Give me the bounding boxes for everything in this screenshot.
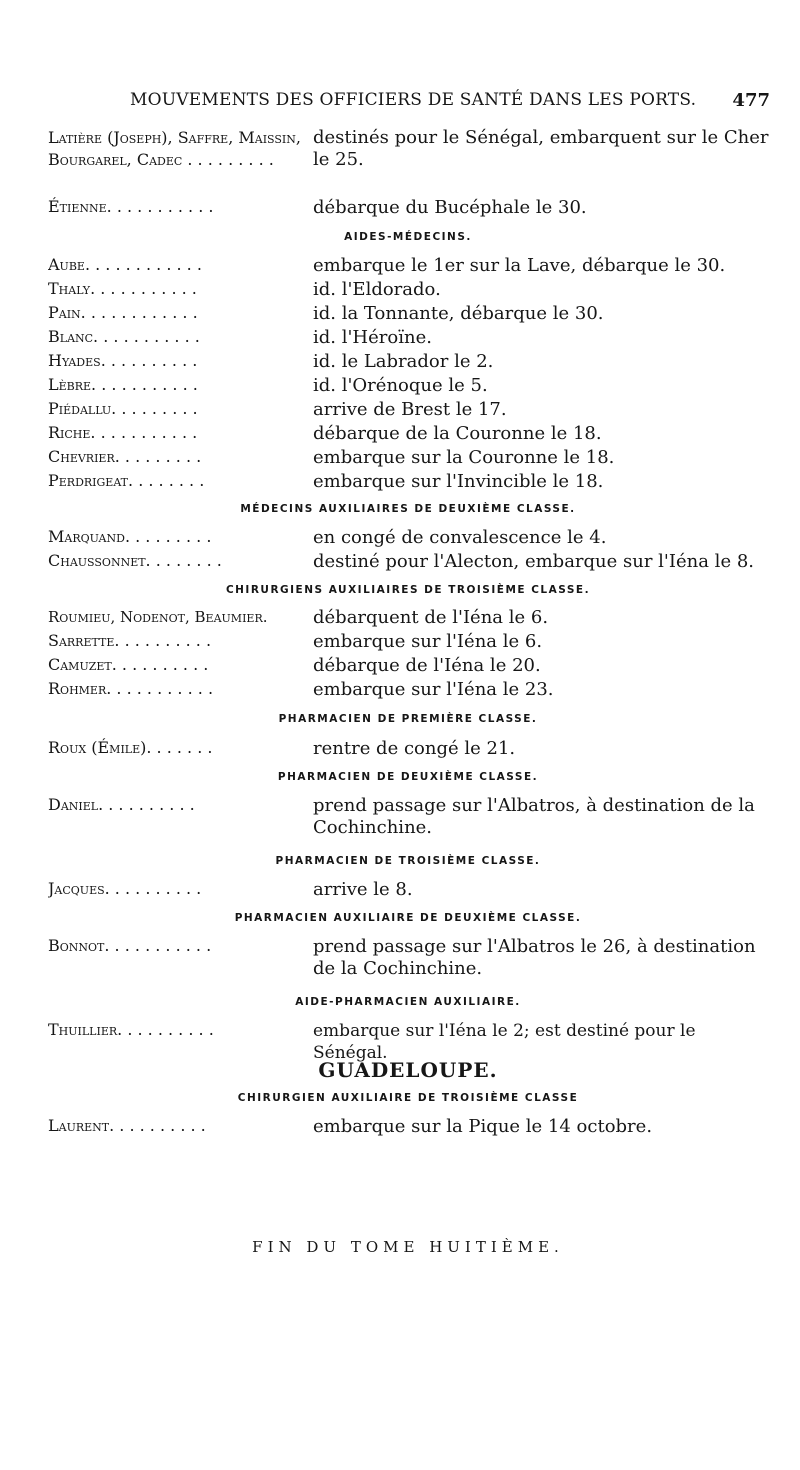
entry-text: destinés pour le Sénégal, embarquent sur le Cher le 25. <box>313 127 769 170</box>
entry-text: prend passage sur l'Albatros le 26, à destination de la Cochinchine. <box>313 936 756 979</box>
entry-text: id. l'Héroïne. <box>313 327 432 348</box>
entry-name: Sarrette. . . . . . . . . . <box>48 631 212 650</box>
region-heading-guadeloupe: GUADELOUPE. <box>318 1058 498 1082</box>
entry-text: id. le Labrador le 2. <box>313 351 494 372</box>
entry-text: embarque sur la Couronne le 18. <box>313 447 615 468</box>
entry-name: Thaly. . . . . . . . . . . <box>48 279 197 298</box>
section-heading-aides-medecins: AIDES-MÉDECINS. <box>344 231 472 243</box>
entry-name: Piédallu. . . . . . . . . <box>48 399 198 418</box>
section-heading-pharmacien-auxiliaire: PHARMACIEN AUXILIAIRE DE DEUXIÈME CLASSE. <box>234 912 582 924</box>
section-heading-chirurgiens-auxiliaires: CHIRURGIENS AUXILIAIRES DE TROISIÈME CLASSE. <box>225 584 591 596</box>
entry-text: id. l'Orénoque le 5. <box>313 375 488 396</box>
entry-name: Étienne. . . . . . . . . . . <box>48 197 214 216</box>
entry-name: Chevrier. . . . . . . . . <box>48 447 202 466</box>
entry-name: Chaussonnet. . . . . . . . <box>48 551 222 570</box>
entry-text: débarque du Bucéphale le 30. <box>313 197 587 218</box>
entry-name: Blanc. . . . . . . . . . . <box>48 327 200 346</box>
entry-name: Jacques. . . . . . . . . . <box>48 879 202 898</box>
section-heading-chirurgien-auxiliaire: CHIRURGIEN AUXILIAIRE DE TROISIÈME CLASSE <box>237 1092 579 1104</box>
page-number: 477 <box>732 90 770 111</box>
entry-text: embarque sur l'Invincible le 18. <box>313 471 604 492</box>
entry-text: destiné pour l'Alecton, embarque sur l'Iéna le 8. <box>313 551 754 572</box>
section-heading-medecins-auxiliaires: MÉDECINS AUXILIAIRES DE DEUXIÈME CLASSE. <box>240 503 576 515</box>
entry-name: Lèbre. . . . . . . . . . . <box>48 375 198 394</box>
running-head <box>130 90 770 116</box>
entry-name: Camuzet. . . . . . . . . . <box>48 655 209 674</box>
entry-text: id. la Tonnante, débarque le 30. <box>313 303 604 324</box>
entry-names: Latière (Joseph), Saffre, Maissin, Bourgarel, Cadec . . . . . . . . . <box>48 128 301 169</box>
entry-text: débarque de l'Iéna le 20. <box>313 655 541 676</box>
entry-text: embarque sur la Pique le 14 octobre. <box>313 1116 653 1137</box>
entry-name: Aube. . . . . . . . . . . . <box>48 255 202 274</box>
entry-name: Pain. . . . . . . . . . . . <box>48 303 198 322</box>
running-title: MOUVEMENTS DES OFFICIERS DE SANTÉ DANS LES PORTS. <box>130 90 697 110</box>
end-of-volume-note: FIN DU TOME HUITIÈME. <box>252 1238 564 1256</box>
entry-text: débarque de la Couronne le 18. <box>313 423 602 444</box>
section-heading-pharmacien-deuxieme: PHARMACIEN DE DEUXIÈME CLASSE. <box>277 771 539 783</box>
entry-text: arrive le 8. <box>313 879 413 900</box>
entry-name: Laurent. . . . . . . . . . <box>48 1116 206 1135</box>
section-heading-pharmacien-troisieme: PHARMACIEN DE TROISIÈME CLASSE. <box>275 855 541 867</box>
entry-name: Bonnot. . . . . . . . . . . <box>48 936 212 955</box>
section-heading-aide-pharmacien: AIDE-PHARMACIEN AUXILIAIRE. <box>295 996 521 1008</box>
entry-text: rentre de congé le 21. <box>313 738 516 759</box>
entry-text: embarque sur l'Iéna le 23. <box>313 679 554 700</box>
entry-name: Riche. . . . . . . . . . . <box>48 423 198 442</box>
entry-name: Perdrigeat. . . . . . . . <box>48 471 205 490</box>
entry-text: embarque sur l'Iéna le 2; est destiné pour le Sénégal. <box>313 1021 696 1063</box>
entry-text: embarque sur l'Iéna le 6. <box>313 631 543 652</box>
entry-name: Hyades. . . . . . . . . . <box>48 351 198 370</box>
section-heading-pharmacien-premiere: PHARMACIEN DE PREMIÈRE CLASSE. <box>278 713 538 725</box>
entry-text: embarque le 1er sur la Lave, débarque le 30. <box>313 255 726 276</box>
entry-name: Daniel. . . . . . . . . . <box>48 795 195 814</box>
entry-name: Rohmer. . . . . . . . . . . <box>48 679 214 698</box>
entry-text: débarquent de l'Iéna le 6. <box>313 607 549 628</box>
entry-text: id. l'Eldorado. <box>313 279 441 300</box>
entry-text: prend passage sur l'Albatros, à destination de la Cochinchine. <box>313 795 755 838</box>
entry-text: arrive de Brest le 17. <box>313 399 507 420</box>
entry-name: Marquand. . . . . . . . . <box>48 527 212 546</box>
entry-name: Thuillier. . . . . . . . . . <box>48 1020 214 1039</box>
entry-text: en congé de convalescence le 4. <box>313 527 607 548</box>
entry-name: Roux (Émile). . . . . . . <box>48 738 213 757</box>
entry-names: Roumieu, Nodenot, Beaumier. <box>48 608 268 626</box>
